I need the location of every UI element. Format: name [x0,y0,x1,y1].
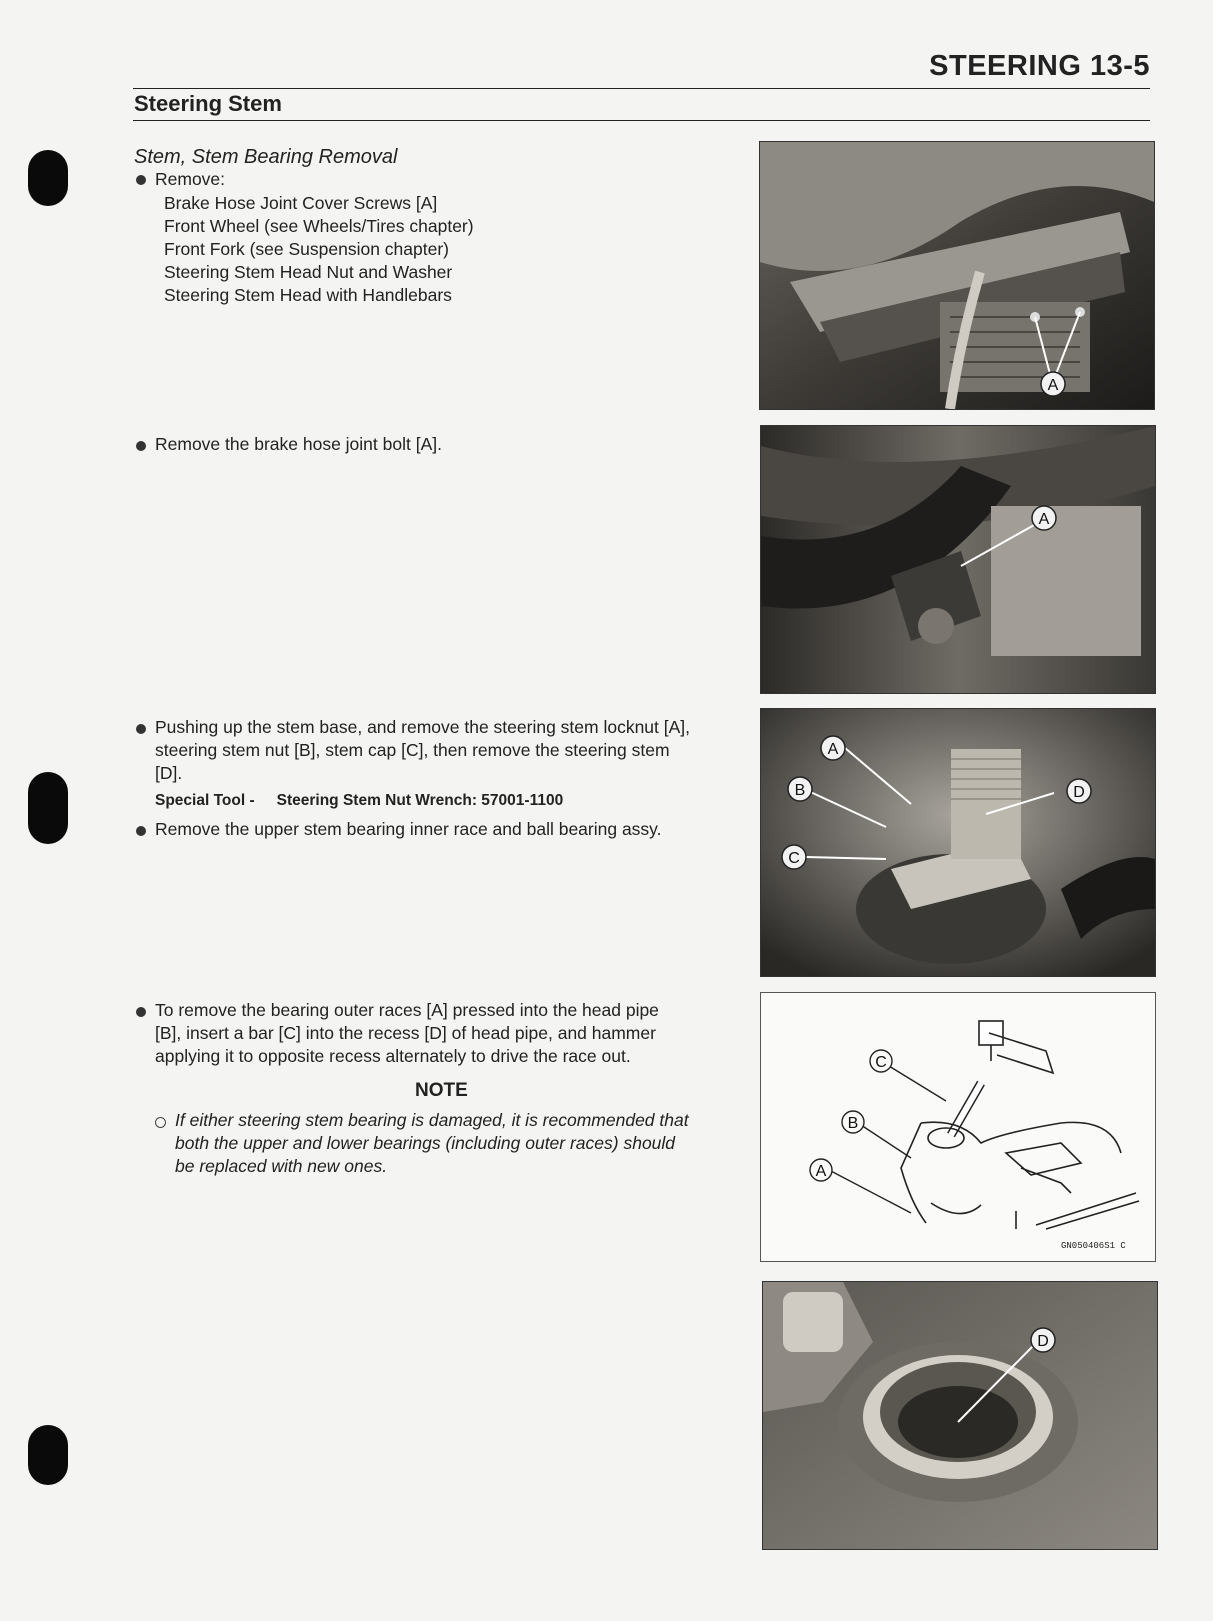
binder-hole [28,772,68,844]
bullet-icon [136,441,146,451]
bullet-icon [136,1007,146,1017]
callout-label: D [1073,784,1085,801]
figure-code: GN050406S1 C [1061,1241,1126,1251]
step2-text: Remove the brake hose joint bolt [A]. [155,434,442,454]
callout-label: C [788,850,800,867]
note-heading: NOTE [415,1080,468,1101]
note-bullet-icon [155,1117,166,1128]
figure-5-photo [762,1281,1158,1550]
special-tool-value: Steering Stem Nut Wrench: 57001-1100 [276,792,564,809]
callout-label: A [815,1163,827,1180]
callout-label: A [827,741,839,758]
remove-list-item: Brake Hose Joint Cover Screws [A] [164,193,438,213]
note-line: be replaced with new ones. [175,1156,388,1176]
callout-label: A [1038,511,1050,528]
remove-list-item: Steering Stem Head Nut and Washer [164,262,453,282]
callout-label: D [1037,1333,1049,1350]
bullet-icon [136,175,146,185]
step3-line: steering stem nut [B], stem cap [C], then remove the steering stem [155,740,670,760]
step3-line: Pushing up the stem base, and remove the steering stem locknut [A], [155,717,691,737]
callout-label: C [875,1054,887,1071]
binder-hole [28,150,68,206]
figure-1-photo [759,141,1155,410]
figure-3-photo [760,708,1156,977]
special-tool [155,792,563,810]
step5-line: [B], insert a bar [C] into the recess [D] of head pipe, and hammer [155,1023,656,1043]
step3-line: [D]. [155,763,183,783]
bullet-icon [136,826,146,836]
step1-intro: Remove: [155,169,226,189]
step4-text: Remove the upper stem bearing inner race and ball bearing assy. [155,819,662,839]
bullet-icon [136,724,146,734]
binder-hole [28,1425,68,1485]
header-rule [133,88,1150,89]
remove-list-item: Steering Stem Head with Handlebars [164,285,452,305]
step5-line: applying it to opposite recess alternately to drive the race out. [155,1046,631,1066]
section-title: Steering Stem [134,91,282,116]
special-tool-label: Special Tool - [155,792,255,809]
callout-label: B [794,782,806,799]
section-rule [133,120,1150,121]
step5-line: To remove the bearing outer races [A] pressed into the head pipe [155,1000,659,1020]
callout-label: A [1047,377,1059,394]
remove-list-item: Front Wheel (see Wheels/Tires chapter) [164,216,474,236]
note-line: both the upper and lower bearings (including outer races) should [175,1133,676,1153]
figure-4-diagram [760,992,1156,1262]
figure-2-photo [760,425,1156,694]
callout-label: B [847,1115,859,1132]
subsection-title: Stem, Stem Bearing Removal [134,146,398,168]
remove-list-item: Front Fork (see Suspension chapter) [164,239,449,259]
page-header-title: STEERING 13-5 [929,50,1150,82]
note-line: If either steering stem bearing is damaged, it is recommended that [175,1110,689,1130]
